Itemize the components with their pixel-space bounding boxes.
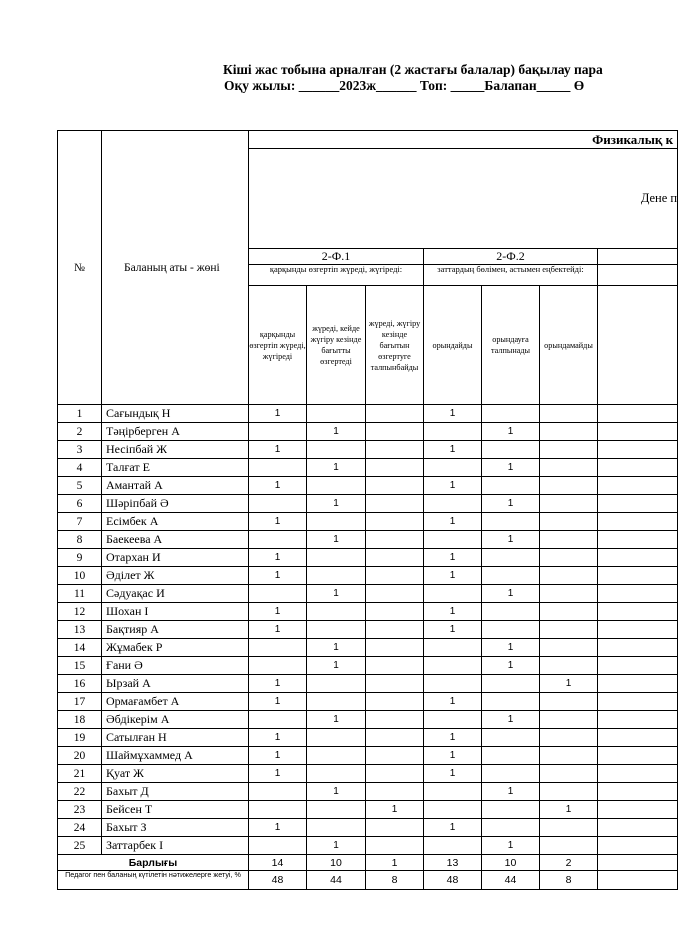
score-cell-empty: [598, 783, 678, 801]
score-cell: [540, 765, 598, 783]
score-cell: 1: [424, 819, 482, 837]
score-cell: [482, 729, 540, 747]
score-cell: [424, 459, 482, 477]
score-cell: 1: [482, 711, 540, 729]
child-name: Заттарбек І: [102, 837, 249, 855]
score-cell: [307, 477, 366, 495]
score-cell-empty: [598, 603, 678, 621]
score-cell: 1: [307, 639, 366, 657]
total-row-value: 14: [249, 855, 307, 871]
score-cell: 1: [249, 819, 307, 837]
child-name: Шохан І: [102, 603, 249, 621]
score-cell: [424, 639, 482, 657]
score-cell: [366, 603, 424, 621]
table-row: [58, 837, 678, 855]
row-number: 15: [58, 657, 102, 675]
row-number: 7: [58, 513, 102, 531]
score-cell: [540, 549, 598, 567]
score-cell: [366, 621, 424, 639]
score-cell: [482, 513, 540, 531]
title-line-1: Кіші жас тобына арналған (2 жастағы балалар) бақылау пара: [223, 62, 603, 77]
score-cell: 1: [482, 531, 540, 549]
score-cell: [307, 675, 366, 693]
score-cell-empty: [598, 639, 678, 657]
score-cell: [540, 531, 598, 549]
score-cell: [540, 693, 598, 711]
score-cell: 1: [424, 441, 482, 459]
percent-row-value-empty: [598, 871, 678, 890]
score-cell: [424, 801, 482, 819]
group-code-2: 2-Ф.2: [424, 249, 598, 265]
total-row: [58, 855, 678, 871]
child-name: Сатылған Н: [102, 729, 249, 747]
score-cell: [366, 729, 424, 747]
score-cell: [540, 621, 598, 639]
score-cell: [424, 531, 482, 549]
score-cell: 1: [482, 657, 540, 675]
score-cell-empty: [598, 495, 678, 513]
table-row: [58, 441, 678, 459]
table-row: [58, 423, 678, 441]
score-cell: [424, 495, 482, 513]
score-cell-empty: [598, 819, 678, 837]
number-column-header: №: [58, 131, 102, 405]
score-cell: [307, 441, 366, 459]
score-cell: 1: [424, 513, 482, 531]
score-cell: [366, 531, 424, 549]
score-cell: [366, 549, 424, 567]
table-row: [58, 567, 678, 585]
row-number: 6: [58, 495, 102, 513]
score-cell: [540, 423, 598, 441]
score-cell: [482, 819, 540, 837]
score-cell: [540, 585, 598, 603]
score-cell: 1: [249, 729, 307, 747]
criterion-3: жүреді, жүгіру кезінде бағытын өзгертуге талпынбайды: [366, 286, 424, 405]
row-number: 9: [58, 549, 102, 567]
score-cell: [482, 675, 540, 693]
score-cell: [366, 513, 424, 531]
table-row: [58, 549, 678, 567]
total-row-value: 1: [366, 855, 424, 871]
total-row-value: 13: [424, 855, 482, 871]
table-row: [58, 405, 678, 423]
score-cell: 1: [307, 495, 366, 513]
score-cell: [540, 567, 598, 585]
child-name: Бахыт З: [102, 819, 249, 837]
score-cell-empty: [598, 747, 678, 765]
table-row: [58, 819, 678, 837]
table-row: [58, 477, 678, 495]
score-cell: [307, 405, 366, 423]
score-cell: 1: [249, 603, 307, 621]
score-cell: [482, 693, 540, 711]
percent-row-value: 48: [249, 871, 307, 890]
child-name: Амантай А: [102, 477, 249, 495]
score-cell: 1: [482, 423, 540, 441]
table-row: [58, 603, 678, 621]
score-cell: 1: [482, 495, 540, 513]
score-cell: [482, 405, 540, 423]
row-number: 4: [58, 459, 102, 477]
row-number: 24: [58, 819, 102, 837]
score-cell-empty: [598, 711, 678, 729]
subsection-header: Дене п: [249, 149, 678, 249]
score-cell: 1: [424, 567, 482, 585]
score-cell: 1: [307, 459, 366, 477]
row-number: 25: [58, 837, 102, 855]
score-cell: [424, 675, 482, 693]
row-number: 8: [58, 531, 102, 549]
table-row: [58, 783, 678, 801]
child-name: Қуат Ж: [102, 765, 249, 783]
score-cell: 1: [424, 747, 482, 765]
score-cell: [307, 549, 366, 567]
score-cell: [482, 441, 540, 459]
score-cell: [366, 711, 424, 729]
score-cell: [366, 675, 424, 693]
score-cell: 1: [424, 405, 482, 423]
table-row: [58, 495, 678, 513]
score-cell-empty: [598, 549, 678, 567]
score-cell: 1: [540, 801, 598, 819]
score-cell: 1: [307, 657, 366, 675]
score-cell: [540, 747, 598, 765]
percent-row: [58, 871, 678, 890]
score-cell: [482, 801, 540, 819]
total-row-value: 10: [307, 855, 366, 871]
row-number: 10: [58, 567, 102, 585]
score-cell: [249, 639, 307, 657]
child-name: Тәңірберген А: [102, 423, 249, 441]
table-row: [58, 531, 678, 549]
child-name: Сағындық Н: [102, 405, 249, 423]
score-cell-empty: [598, 675, 678, 693]
score-cell: [540, 441, 598, 459]
row-number: 21: [58, 765, 102, 783]
child-name: Шаймұхаммед А: [102, 747, 249, 765]
criterion-2: жүреді, кейде жүгіру кезінде бағытты өзгертеді: [307, 286, 366, 405]
child-name: Ғани Ә: [102, 657, 249, 675]
score-cell: 1: [482, 783, 540, 801]
row-number: 11: [58, 585, 102, 603]
table-row: [58, 801, 678, 819]
score-cell: [366, 477, 424, 495]
score-cell: [482, 747, 540, 765]
score-cell: [249, 801, 307, 819]
criterion-7-empty: [598, 286, 678, 405]
criterion-4: орындайды: [424, 286, 482, 405]
percent-row-value: 44: [482, 871, 540, 890]
score-cell: 1: [424, 549, 482, 567]
score-cell: [366, 567, 424, 585]
score-cell: [540, 657, 598, 675]
score-cell: [366, 747, 424, 765]
table-row: [58, 513, 678, 531]
score-cell: 1: [424, 621, 482, 639]
score-cell: 1: [249, 693, 307, 711]
score-cell: 1: [249, 675, 307, 693]
score-cell: 1: [307, 783, 366, 801]
score-cell: 1: [307, 423, 366, 441]
score-cell: 1: [424, 477, 482, 495]
score-cell: [249, 657, 307, 675]
score-cell: 1: [424, 693, 482, 711]
score-cell: [249, 531, 307, 549]
score-cell: [249, 423, 307, 441]
score-cell: [482, 549, 540, 567]
score-cell: [307, 621, 366, 639]
score-cell: [424, 837, 482, 855]
score-cell: [540, 603, 598, 621]
child-name: Сәдуақас И: [102, 585, 249, 603]
group-desc-2: заттардың бөлімен, астымен еңбектейді:: [424, 265, 598, 286]
child-name: Әбдікерім А: [102, 711, 249, 729]
row-number: 3: [58, 441, 102, 459]
score-cell: [307, 603, 366, 621]
score-cell: [366, 423, 424, 441]
score-cell: [540, 495, 598, 513]
score-cell: [540, 459, 598, 477]
percent-row-label: Педагог пен баланың күтілетін нәтижелерге жетуі, %: [58, 871, 249, 890]
child-name: Есімбек А: [102, 513, 249, 531]
child-name: Жұмабек Р: [102, 639, 249, 657]
score-cell: [366, 693, 424, 711]
group-code-1: 2-Ф.1: [249, 249, 424, 265]
score-cell: 1: [424, 729, 482, 747]
score-cell: 1: [249, 765, 307, 783]
score-cell-empty: [598, 513, 678, 531]
score-cell: 1: [249, 747, 307, 765]
row-number: 17: [58, 693, 102, 711]
score-cell-empty: [598, 459, 678, 477]
score-cell: [307, 567, 366, 585]
score-cell-empty: [598, 801, 678, 819]
table-row: [58, 729, 678, 747]
table-row: [58, 585, 678, 603]
score-cell: [424, 657, 482, 675]
child-name: Бахыт Д: [102, 783, 249, 801]
group-code-3-empty: [598, 249, 678, 265]
score-cell-empty: [598, 423, 678, 441]
score-cell: 1: [482, 585, 540, 603]
score-cell-empty: [598, 621, 678, 639]
score-cell: 1: [482, 459, 540, 477]
score-cell: [482, 621, 540, 639]
name-column-header: Баланың аты - жөні: [102, 131, 249, 405]
score-cell: [249, 711, 307, 729]
score-cell-empty: [598, 477, 678, 495]
section-header: Физикалық к: [249, 131, 678, 149]
score-cell: [424, 711, 482, 729]
percent-row-value: 8: [540, 871, 598, 890]
total-row-label: Барлығы: [58, 855, 249, 871]
score-cell: [249, 837, 307, 855]
table-row: [58, 693, 678, 711]
table-row: [58, 621, 678, 639]
score-cell: [307, 819, 366, 837]
child-name: Талғат Е: [102, 459, 249, 477]
score-cell: [307, 801, 366, 819]
row-number: 20: [58, 747, 102, 765]
score-cell: [249, 495, 307, 513]
row-number: 22: [58, 783, 102, 801]
score-cell: [307, 513, 366, 531]
score-cell: [366, 819, 424, 837]
row-number: 18: [58, 711, 102, 729]
child-name: Ырзай А: [102, 675, 249, 693]
score-cell: [540, 837, 598, 855]
score-cell: [307, 765, 366, 783]
score-cell: 1: [307, 585, 366, 603]
child-name: Ормағамбет А: [102, 693, 249, 711]
table-row: [58, 675, 678, 693]
score-cell: [366, 657, 424, 675]
score-cell: [540, 477, 598, 495]
score-cell: 1: [366, 801, 424, 819]
score-cell: 1: [307, 711, 366, 729]
score-cell: 1: [482, 639, 540, 657]
child-name: Отархан И: [102, 549, 249, 567]
score-cell: [540, 639, 598, 657]
total-row-value-empty: [598, 855, 678, 871]
group-desc-1: қарқынды өзгертіп жүреді, жүгіреді:: [249, 265, 424, 286]
score-cell: [366, 441, 424, 459]
assessment-table: [57, 130, 678, 890]
score-cell: 1: [424, 603, 482, 621]
score-cell: [307, 693, 366, 711]
score-cell: [366, 585, 424, 603]
score-cell-empty: [598, 837, 678, 855]
row-number: 14: [58, 639, 102, 657]
score-cell: [540, 405, 598, 423]
score-cell: [307, 747, 366, 765]
score-cell: 1: [249, 405, 307, 423]
score-cell: [424, 585, 482, 603]
score-cell: [249, 783, 307, 801]
score-cell: [540, 729, 598, 747]
group-desc-3-empty: [598, 265, 678, 286]
score-cell-empty: [598, 441, 678, 459]
score-cell-empty: [598, 405, 678, 423]
child-name: Баекеева А: [102, 531, 249, 549]
title-line-2: Оқу жылы: ______2023ж______ Топ: _____Балапан_____ Ө: [224, 78, 585, 93]
score-cell-empty: [598, 729, 678, 747]
score-cell: [366, 783, 424, 801]
score-cell: 1: [249, 441, 307, 459]
score-cell: 1: [249, 477, 307, 495]
score-cell-empty: [598, 585, 678, 603]
table-row: [58, 765, 678, 783]
percent-row-value: 48: [424, 871, 482, 890]
score-cell: 1: [249, 513, 307, 531]
row-number: 13: [58, 621, 102, 639]
row-number: 12: [58, 603, 102, 621]
total-row-value: 2: [540, 855, 598, 871]
child-name: Бейсен Т: [102, 801, 249, 819]
score-cell: 1: [307, 837, 366, 855]
score-cell: [366, 639, 424, 657]
row-number: 1: [58, 405, 102, 423]
score-cell: 1: [307, 531, 366, 549]
score-cell: [366, 765, 424, 783]
table-row: [58, 459, 678, 477]
score-cell: [482, 603, 540, 621]
score-cell: 1: [482, 837, 540, 855]
row-number: 2: [58, 423, 102, 441]
score-cell-empty: [598, 657, 678, 675]
score-cell: 1: [249, 567, 307, 585]
score-cell: [482, 765, 540, 783]
total-row-value: 10: [482, 855, 540, 871]
criterion-1: қарқынды өзгертіп жүреді, жүгіреді: [249, 286, 307, 405]
table-row: [58, 711, 678, 729]
score-cell: [366, 405, 424, 423]
score-cell: 1: [540, 675, 598, 693]
child-name: Несіпбай Ж: [102, 441, 249, 459]
score-cell: 1: [249, 621, 307, 639]
document-title: [223, 62, 603, 94]
score-cell: [249, 585, 307, 603]
score-cell: [482, 567, 540, 585]
score-cell-empty: [598, 693, 678, 711]
table-row: [58, 747, 678, 765]
score-cell: [540, 819, 598, 837]
criterion-6: орындамайды: [540, 286, 598, 405]
score-cell-empty: [598, 765, 678, 783]
percent-row-value: 44: [307, 871, 366, 890]
score-cell-empty: [598, 567, 678, 585]
percent-row-value: 8: [366, 871, 424, 890]
table-row: [58, 657, 678, 675]
score-cell: [366, 459, 424, 477]
score-cell: [424, 423, 482, 441]
score-cell-empty: [598, 531, 678, 549]
score-cell: [482, 477, 540, 495]
score-cell: [366, 837, 424, 855]
child-name: Әділет Ж: [102, 567, 249, 585]
score-cell: [540, 513, 598, 531]
score-cell: 1: [249, 549, 307, 567]
score-cell: [540, 711, 598, 729]
row-number: 16: [58, 675, 102, 693]
table-row: [58, 639, 678, 657]
score-cell: [540, 783, 598, 801]
score-cell: 1: [424, 765, 482, 783]
row-number: 23: [58, 801, 102, 819]
row-number: 19: [58, 729, 102, 747]
score-cell: [366, 495, 424, 513]
score-cell: [249, 459, 307, 477]
row-number: 5: [58, 477, 102, 495]
criterion-5: орындауға талпынады: [482, 286, 540, 405]
child-name: Шәріпбай Ә: [102, 495, 249, 513]
score-cell: [424, 783, 482, 801]
score-cell: [307, 729, 366, 747]
child-name: Бақтияр А: [102, 621, 249, 639]
